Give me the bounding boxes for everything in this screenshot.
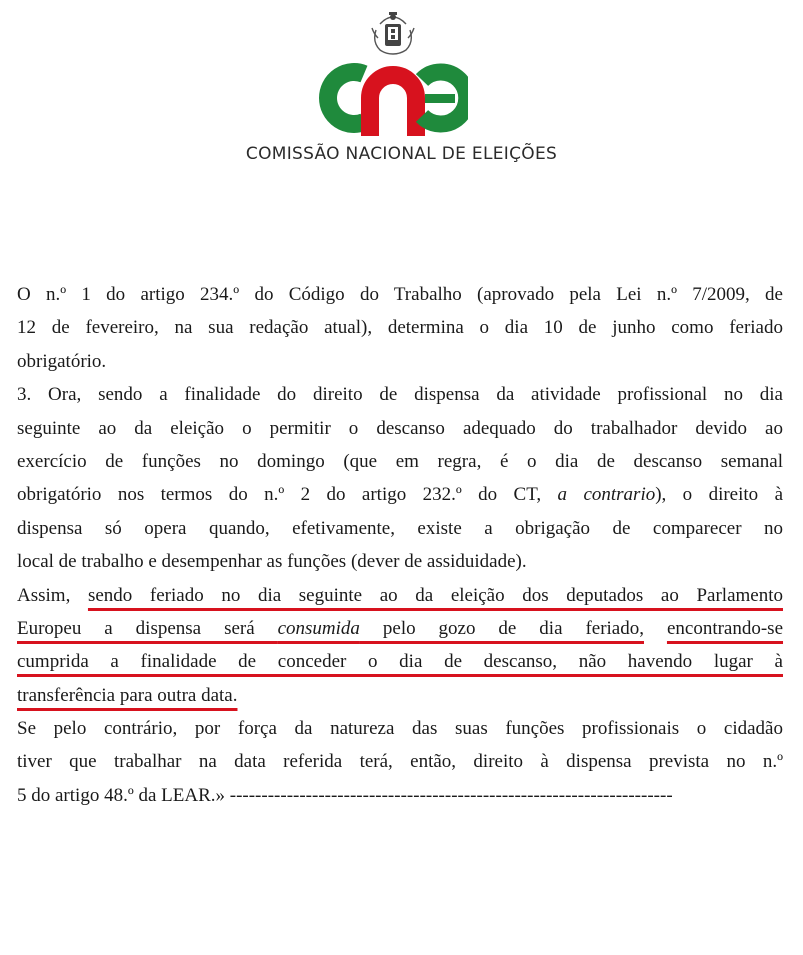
text-segment: Assim,	[17, 584, 88, 606]
text-line	[17, 579, 783, 612]
document-body	[17, 278, 783, 812]
italic-term: consumida	[277, 617, 360, 639]
text-line: Se pelo contrário, por força da natureza das suas funções profissionais o cidadão	[17, 718, 783, 740]
highlighted-text: encontrando-se	[666, 617, 784, 639]
document-header	[0, 0, 803, 180]
organization-name: COMISSÃO NACIONAL DE ELEIÇÕES	[245, 144, 558, 164]
coat-of-arms-icon	[366, 8, 420, 58]
text-line: 12 de fevereiro, na sua redação atual), determina o dia 10 de junho como feriado	[17, 317, 783, 339]
text-line	[17, 478, 783, 511]
logo-text: cne	[318, 60, 320, 61]
text-line	[17, 679, 783, 712]
text-line: 3. Ora, sendo a finalidade do direito de dispensa da atividade profissional no dia	[17, 384, 783, 406]
text-line: dispensa só opera quando, efetivamente, existe a obrigação de comparecer no	[17, 517, 783, 539]
text-line: seguinte ao da eleição o permitir o descanso adequado do trabalhador devido ao	[17, 417, 783, 439]
text-segment: obrigatório nos termos do n.º 2 do artigo 232.º do CT,	[17, 484, 558, 506]
highlighted-text	[17, 618, 644, 639]
highlighted-text: transferência para outra data.	[17, 684, 238, 706]
text-line	[17, 612, 783, 645]
highlighted-text: sendo feriado no dia seguinte ao da eleição dos deputados ao Parlamento	[87, 584, 783, 606]
text-segment	[644, 618, 667, 639]
cne-logo	[318, 60, 468, 136]
text-line: 5 do artigo 48.º da LEAR.» ----------------------------------------------------------------------	[17, 784, 673, 806]
italic-term: a contrario	[557, 484, 656, 506]
text-line: O n.º 1 do artigo 234.º do Código do Trabalho (aprovado pela Lei n.º 7/2009, de	[17, 284, 783, 305]
text-segment: Europeu a dispensa será	[17, 617, 278, 639]
highlighted-text-line: cumprida a finalidade de conceder o dia de descanso, não havendo lugar à	[17, 651, 783, 673]
text-line: obrigatório.	[17, 350, 107, 372]
text-line: exercício de funções no domingo (que em regra, é o dia de descanso semanal	[17, 450, 783, 472]
text-segment: pelo gozo de dia feriado,	[359, 617, 644, 639]
text-line: tiver que trabalhar na data referida terá, então, direito à dispensa prevista no n.º	[17, 751, 783, 773]
text-segment: ), o direito à	[655, 484, 783, 506]
text-line: local de trabalho e desempenhar as funções (dever de assiduidade).	[17, 551, 527, 573]
